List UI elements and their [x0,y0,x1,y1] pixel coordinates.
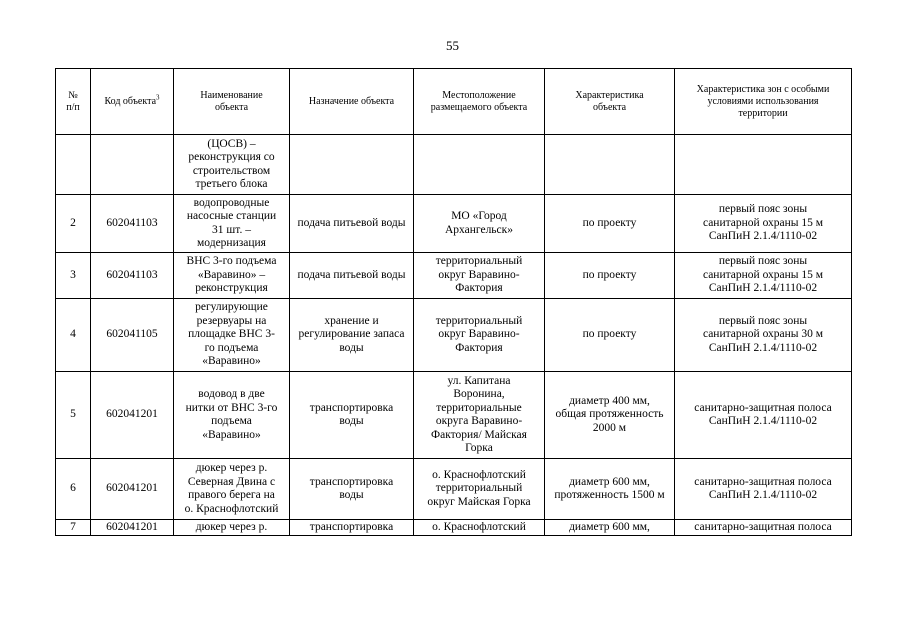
cell-num: 5 [56,372,91,459]
table-row [56,195,852,253]
header-name: Наименование объекта [174,69,290,135]
cell-characteristics: диаметр 600 мм, [545,520,675,536]
cell-characteristics: диаметр 400 мм, общая протяженность 2000 м [545,372,675,459]
header-code-label: Код объекта [104,95,157,107]
cell-location [414,135,545,195]
cell-name: водовод в две нитки от ВНС 3-го подъема «Варавино» [174,372,290,459]
cell-location: территориальный округ Варавино- Фактория [414,253,545,299]
cell-location: о. Краснофлотский [414,520,545,536]
cell-location: ул. Капитана Воронина, территориальные округа Варавино- Фактория/ Майская Горка [414,372,545,459]
header-zones: Характеристика зон с особыми условиями использования территории [675,69,852,135]
header-row [56,69,852,135]
cell-characteristics: по проекту [545,299,675,372]
cell-name: (ЦОСВ) – реконструкция со строительством третьего блока [174,135,290,195]
cell-num [56,135,91,195]
cell-code: 602041201 [91,520,174,536]
cell-purpose: хранение и регулирование запаса воды [290,299,414,372]
cell-zones: санитарно-защитная полоса [675,520,852,536]
cell-purpose: подача питьевой воды [290,195,414,253]
cell-name: дюкер через р. Северная Двина с правого берега на о. Краснофлотский [174,459,290,520]
table-row [56,520,852,536]
table-row [56,459,852,520]
cell-zones: санитарно-защитная полоса СанПиН 2.1.4/1110-02 [675,372,852,459]
header-code-footnote: 3 [156,93,160,102]
table-row [56,253,852,299]
cell-purpose: транспортировка воды [290,372,414,459]
cell-name: регулирующие резервуары на площадке ВНС 3- го подъема «Варавино» [174,299,290,372]
cell-zones: первый пояс зоны санитарной охраны 15 м СанПиН 2.1.4/1110-02 [675,253,852,299]
table-row [56,135,852,195]
cell-location: МО «Город Архангельск» [414,195,545,253]
cell-num: 2 [56,195,91,253]
cell-location: территориальный округ Варавино- Фактория [414,299,545,372]
cell-num: 7 [56,520,91,536]
cell-zones [675,135,852,195]
cell-name: дюкер через р. [174,520,290,536]
table-header [56,69,852,135]
cell-code: 602041103 [91,253,174,299]
page-number: 55 [446,38,459,53]
cell-location: о. Краснофлотский территориальный округ Майская Горка [414,459,545,520]
cell-name: ВНС 3-го подъема «Варавино» – реконструкция [174,253,290,299]
objects-table [55,68,852,536]
cell-zones: первый пояс зоны санитарной охраны 30 м СанПиН 2.1.4/1110-02 [675,299,852,372]
table-body [56,135,852,536]
cell-code: 602041105 [91,299,174,372]
cell-purpose: подача питьевой воды [290,253,414,299]
cell-code: 602041103 [91,195,174,253]
cell-code: 602041201 [91,459,174,520]
header-num: № п/п [56,69,91,135]
cell-zones: первый пояс зоны санитарной охраны 15 м СанПиН 2.1.4/1110-02 [675,195,852,253]
header-characteristics: Характеристика объекта [545,69,675,135]
cell-purpose: транспортировка воды [290,459,414,520]
cell-characteristics: по проекту [545,253,675,299]
cell-num: 4 [56,299,91,372]
cell-purpose [290,135,414,195]
cell-purpose: транспортировка [290,520,414,536]
cell-characteristics [545,135,675,195]
cell-num: 3 [56,253,91,299]
cell-characteristics: по проекту [545,195,675,253]
cell-zones: санитарно-защитная полоса СанПиН 2.1.4/1110-02 [675,459,852,520]
cell-characteristics: диаметр 600 мм, протяженность 1500 м [545,459,675,520]
cell-code [91,135,174,195]
header-code [91,69,174,135]
cell-num: 6 [56,459,91,520]
header-purpose: Назначение объекта [290,69,414,135]
cell-code: 602041201 [91,372,174,459]
cell-name: водопроводные насосные станции 31 шт. – модернизация [174,195,290,253]
header-location: Местоположение размещаемого объекта [414,69,545,135]
table-row [56,299,852,372]
table-row [56,372,852,459]
